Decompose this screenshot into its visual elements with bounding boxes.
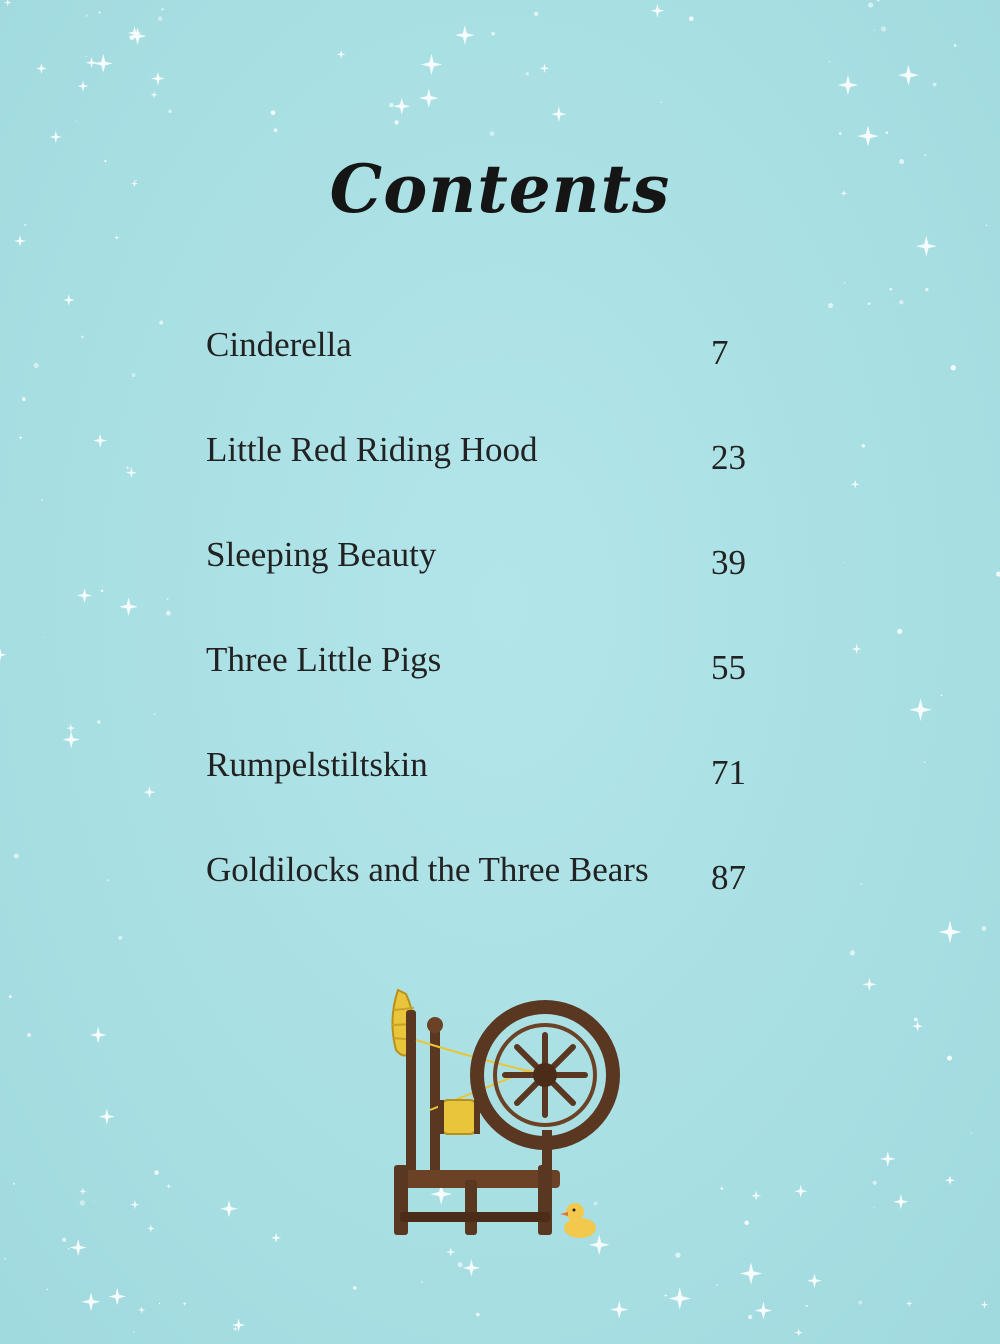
sparkle-dot <box>844 282 846 284</box>
sparkle-dot <box>868 302 871 305</box>
sparkle-star <box>862 977 876 991</box>
sparkle-star <box>18 435 23 440</box>
sparkle-dot <box>101 589 104 592</box>
sparkle-star <box>109 1288 126 1305</box>
sparkle-star <box>119 597 138 616</box>
sparkle-dot <box>877 0 880 1</box>
sparkle-star <box>4 0 12 6</box>
sparkle-dot <box>828 303 833 308</box>
sparkle-star <box>126 467 137 478</box>
sparkle-dot <box>490 131 495 136</box>
sparkle-dot <box>421 1281 423 1283</box>
toc-entry[interactable] <box>206 430 766 490</box>
sparkle-dot <box>675 1253 680 1258</box>
sparkle-star <box>232 1326 237 1331</box>
sparkle-dot <box>721 1187 724 1190</box>
page-number: 55 <box>711 648 746 687</box>
sparkle-dot <box>862 444 865 447</box>
sparkle-dot <box>689 16 694 21</box>
sparkle-star <box>70 1239 87 1256</box>
page-number: 39 <box>711 543 746 582</box>
sparkle-dot <box>933 83 937 87</box>
sparkle-star <box>0 648 7 661</box>
sparkle-star <box>664 1293 668 1297</box>
sparkle-dot <box>167 598 169 600</box>
sparkle-star <box>794 1328 803 1337</box>
sparkle-dot <box>829 61 830 62</box>
sparkle-star <box>906 1300 913 1307</box>
sparkle-dot <box>85 14 87 16</box>
sparkle-star <box>893 1194 908 1209</box>
sparkle-star <box>130 1200 139 1209</box>
sparkle-star <box>147 1224 155 1232</box>
toc-entry[interactable] <box>206 640 766 700</box>
sparkle-dot <box>154 713 156 715</box>
sparkle-star <box>63 294 75 306</box>
sparkle-star <box>337 50 346 59</box>
sparkle-star <box>82 1292 101 1311</box>
sparkle-dot <box>660 102 661 103</box>
sparkle-dot <box>859 1301 863 1305</box>
sparkle-star <box>36 63 47 74</box>
sparkle-star <box>271 1233 281 1243</box>
sparkle-star <box>99 1109 115 1125</box>
sparkle-dot <box>159 321 163 325</box>
sparkle-star <box>126 466 130 470</box>
sparkle-dot <box>353 1286 356 1289</box>
sparkle-dot <box>996 571 1000 576</box>
sparkle-star <box>463 1259 481 1277</box>
sparkle-star <box>740 1262 762 1284</box>
sparkle-star <box>66 724 75 733</box>
sparkle-dot <box>924 761 925 762</box>
toc-entry[interactable] <box>206 850 766 910</box>
sparkle-dot <box>874 1207 875 1208</box>
page-number: 71 <box>711 753 746 792</box>
sparkle-dot <box>534 12 538 16</box>
sparkle-star <box>912 1021 923 1032</box>
sparkle-dot <box>806 1305 808 1307</box>
toc-entry[interactable] <box>206 325 766 385</box>
sparkle-star <box>794 1185 807 1198</box>
sparkle-dot <box>34 363 39 368</box>
sparkle-star <box>150 91 157 98</box>
sparkle-dot <box>395 120 399 124</box>
sparkle-dot <box>860 883 862 885</box>
story-title: Goldilocks and the Three Bears <box>206 850 649 889</box>
sparkle-dot <box>161 8 164 11</box>
sparkle-dot <box>389 103 393 107</box>
sparkle-dot <box>897 629 902 634</box>
sparkle-star <box>898 65 919 86</box>
sparkle-star <box>14 235 26 247</box>
sparkle-star <box>421 54 442 75</box>
sparkle-dot <box>274 128 278 132</box>
sparkle-dot <box>130 36 134 40</box>
sparkle-dot <box>76 121 77 122</box>
sparkle-dot <box>107 879 109 881</box>
sparkle-dot <box>4 1258 6 1260</box>
page-number: 7 <box>711 333 729 372</box>
sparkle-dot <box>458 1262 463 1267</box>
page-title: Contents <box>329 150 671 228</box>
toc-entry[interactable] <box>206 535 766 595</box>
sparkle-dot <box>22 397 26 401</box>
sparkle-dot <box>132 373 136 377</box>
sparkle-dot <box>744 1221 749 1226</box>
sparkle-star <box>129 27 147 45</box>
sparkle-star <box>857 125 878 146</box>
sparkle-star <box>151 72 165 86</box>
sparkle-dot <box>62 1238 66 1242</box>
sparkle-star <box>551 106 566 121</box>
sparkle-star <box>50 131 62 143</box>
sparkle-star <box>939 920 962 943</box>
sparkle-dot <box>491 32 494 35</box>
sparkle-dot <box>14 853 19 858</box>
sparkle-dot <box>889 288 892 291</box>
sparkle-dot <box>118 936 122 940</box>
page-number: 87 <box>711 858 746 897</box>
sparkle-star <box>446 1247 455 1256</box>
story-title: Three Little Pigs <box>206 640 442 679</box>
sparkle-dot <box>46 1289 48 1291</box>
sparkle-star <box>128 26 141 39</box>
sparkle-dot <box>93 1201 94 1202</box>
sparkle-star <box>63 731 80 748</box>
sparkle-star <box>880 1151 895 1166</box>
sparkle-dot <box>86 56 87 57</box>
sparkle-dot <box>899 300 903 304</box>
sparkle-star <box>610 1301 628 1319</box>
sparkle-star <box>93 434 107 448</box>
sparkle-star <box>650 4 664 18</box>
sparkle-dot <box>525 72 529 76</box>
story-title: Sleeping Beauty <box>206 535 437 574</box>
sparkle-dot <box>716 1284 718 1286</box>
sparkle-dot <box>158 16 163 21</box>
sparkle-star <box>807 1273 822 1288</box>
sparkle-star <box>669 1287 691 1309</box>
sparkle-dot <box>159 1303 160 1304</box>
toc-entry[interactable] <box>206 745 766 805</box>
sparkle-star <box>852 644 862 654</box>
sparkle-star <box>909 698 932 721</box>
sparkle-star <box>86 57 98 69</box>
sparkle-dot <box>850 950 855 955</box>
sparkle-star <box>90 1027 107 1044</box>
sparkle-dot <box>873 30 875 32</box>
sparkle-star <box>143 786 155 798</box>
sparkle-dot <box>81 336 84 339</box>
sparkle-star <box>220 1200 237 1217</box>
sparkle-star <box>838 75 858 95</box>
sparkle-star <box>166 1183 172 1189</box>
sparkle-star <box>754 1302 772 1320</box>
sparkle-dot <box>947 1056 952 1061</box>
sparkle-star <box>455 25 475 45</box>
sparkle-dot <box>168 110 171 113</box>
sparkle-dot <box>868 2 873 7</box>
sparkle-dot <box>982 926 987 931</box>
sparkle-star <box>851 480 860 489</box>
sparkle-dot <box>97 720 100 723</box>
sparkle-dot <box>886 131 889 134</box>
sparkle-dot <box>954 44 957 47</box>
sparkle-star <box>182 1301 186 1305</box>
sparkle-dot <box>98 11 100 13</box>
sparkle-dot <box>476 1313 479 1316</box>
sparkle-dot <box>941 694 943 696</box>
sparkle-star <box>77 81 88 92</box>
sparkle-dot <box>123 1143 124 1144</box>
sparkle-dot <box>133 1332 134 1333</box>
sparkle-dot <box>970 1133 972 1135</box>
sparkle-star <box>232 1318 245 1331</box>
sparkle-star <box>916 236 937 257</box>
page-number: 23 <box>711 438 746 477</box>
sparkle-dot <box>13 1183 15 1185</box>
sparkle-dot <box>839 132 842 135</box>
sparkle-star <box>94 54 113 73</box>
sparkle-dot <box>748 1315 752 1319</box>
sparkle-dot <box>844 562 845 563</box>
sparkle-dot <box>154 1170 159 1175</box>
sparkle-star <box>540 63 550 73</box>
sparkle-star <box>138 1306 146 1314</box>
sparkle-star <box>393 98 410 115</box>
spinning-wheel-illustration <box>370 980 620 1245</box>
sparkle-star <box>79 1187 87 1195</box>
sparkle-dot <box>873 1181 877 1185</box>
sparkle-dot <box>166 611 171 616</box>
sparkle-dot <box>9 995 12 998</box>
sparkle-star <box>751 1191 761 1201</box>
sparkle-dot <box>27 1033 31 1037</box>
sparkle-dot <box>881 26 886 31</box>
story-title: Cinderella <box>206 325 352 364</box>
sparkle-dot <box>41 499 43 501</box>
sparkle-dot <box>42 637 43 638</box>
sparkle-star <box>77 588 92 603</box>
story-title: Rumpelstiltskin <box>206 745 428 784</box>
sparkle-dot <box>914 1018 918 1022</box>
sparkle-star <box>980 1301 988 1309</box>
sparkle-dot <box>925 288 929 292</box>
sparkle-star <box>114 235 119 240</box>
sparkle-dot <box>68 1248 69 1249</box>
sparkle-dot <box>80 1200 85 1205</box>
sparkle-dot <box>951 365 956 370</box>
story-title: Little Red Riding Hood <box>206 430 538 469</box>
sparkle-dot <box>271 110 276 115</box>
sparkle-star <box>419 88 438 107</box>
sparkle-star <box>945 1175 955 1185</box>
